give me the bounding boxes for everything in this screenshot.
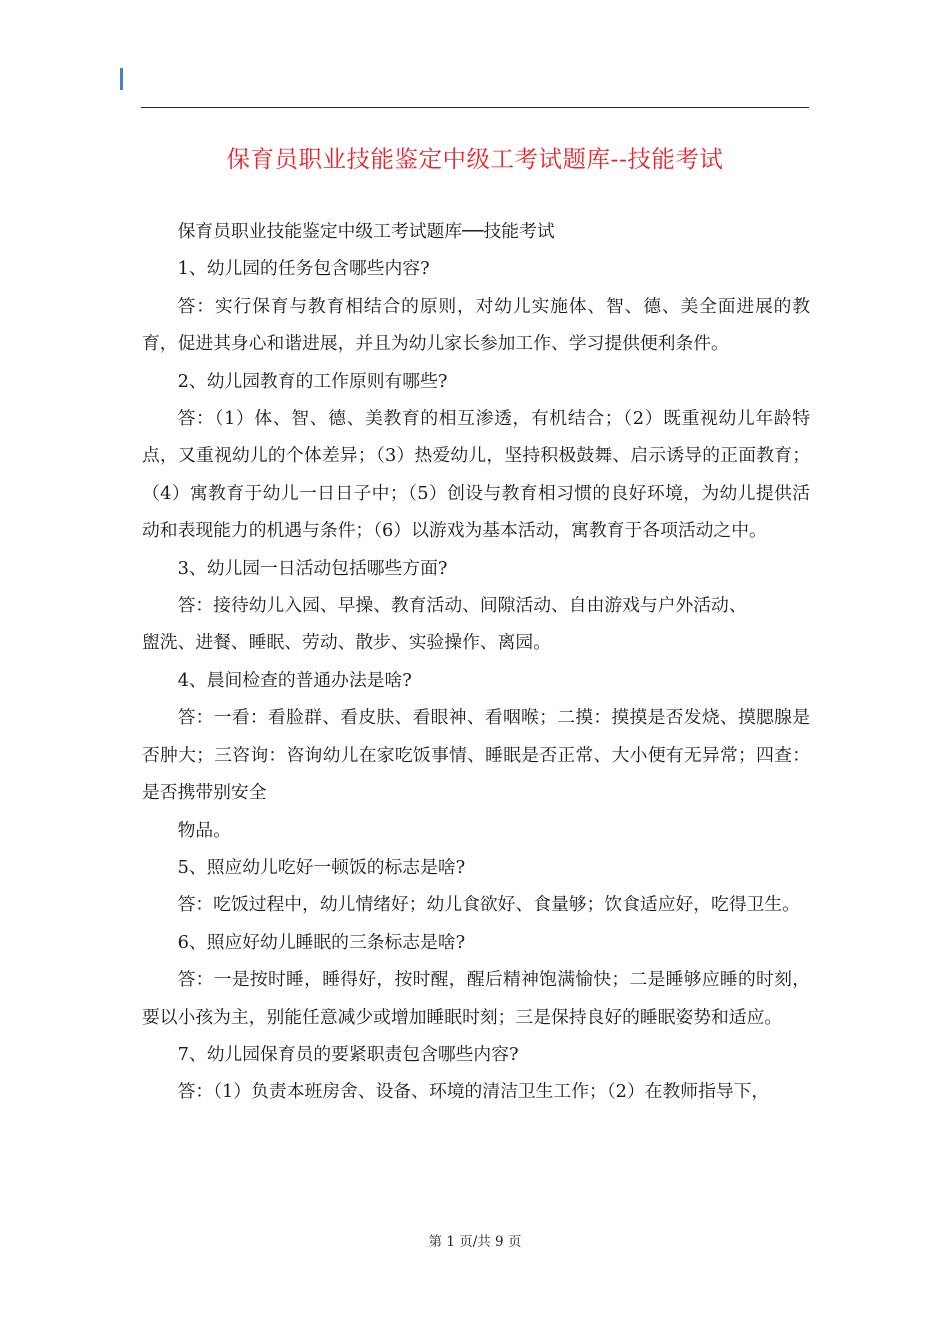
question: 3、幼儿园一日活动包括哪些方面? xyxy=(177,557,448,579)
answer: 答：一是按时睡，睡得好，按时醒，醒后精神饱满愉快；二是睡够应睡的时刻，要以小孩为主，别能任意减少或增加睡眠时刻；三是保持良好的睡眠姿势和适应。 xyxy=(142,969,810,1028)
question: 2、幼儿园教育的工作原则有哪些? xyxy=(177,370,448,392)
question: 7、幼儿园保育员的要紧职责包含哪些内容? xyxy=(177,1043,519,1065)
header-rule xyxy=(141,107,809,108)
answer: 答：接待幼儿入园、早操、教育活动、间隙活动、自由游戏与户外活动、 xyxy=(177,595,747,617)
answer-continued: 物品。 xyxy=(177,819,231,841)
answer-continued: 盥洗、进餐、睡眠、劳动、散步、实验操作、离园。 xyxy=(142,632,551,654)
answer: 答：吃饭过程中，幼儿情绪好；幼儿食欲好、食量够；饮食适应好，吃得卫生。 xyxy=(177,894,800,916)
answer: 答：（1）负责本班房舍、设备、环境的清洁卫生工作；（2）在教师指导下， xyxy=(177,1081,770,1103)
paragraph: 保育员职业技能鉴定中级工考试题库──技能考试 xyxy=(177,221,555,242)
document-title: 保育员职业技能鉴定中级工考试题库--技能考试 xyxy=(226,145,724,173)
question: 4、晨间检查的普通办法是啥? xyxy=(177,669,412,691)
answer: 答：（1）体、智、德、美教育的相互渗透，有机结合；（2）既重视幼儿年龄特点，又重视幼儿的个体差异；（3）热爱幼儿，坚持积极鼓舞、启示诱导的正面教育；（4）寓教育于幼儿一日日子中；（5）创设与教育相习惯的良好环境，为幼儿提供活动和表现能力的机遇与条件；（6）以游戏为基本活动，寓教育于各项活动之中。 xyxy=(142,408,810,542)
corner-mark xyxy=(120,68,123,90)
question: 5、照应幼儿吃好一顿饭的标志是啥? xyxy=(177,856,466,878)
answer: 答：实行保育与教育相结合的原则，对幼儿实施体、智、德、美全面进展的教育，促进其身心和谐进展，并且为幼儿家长参加工作、学习提供便利条件。 xyxy=(142,295,810,355)
answer: 答：一看：看脸群、看皮肤、看眼神、看咽喉；二摸：摸摸是否发烧、摸腮腺是否肿大；三咨询：咨询幼儿在家吃饭事情、睡眠是否正常、大小便有无异常；四查：是否携带别安全 xyxy=(142,707,810,804)
document-body xyxy=(142,213,810,1111)
question: 1、幼儿园的任务包含哪些内容? xyxy=(177,258,430,280)
question: 6、照应好幼儿睡眠的三条标志是啥? xyxy=(177,931,466,953)
page-footer: 第 1 页/共 9 页 xyxy=(428,1234,522,1250)
